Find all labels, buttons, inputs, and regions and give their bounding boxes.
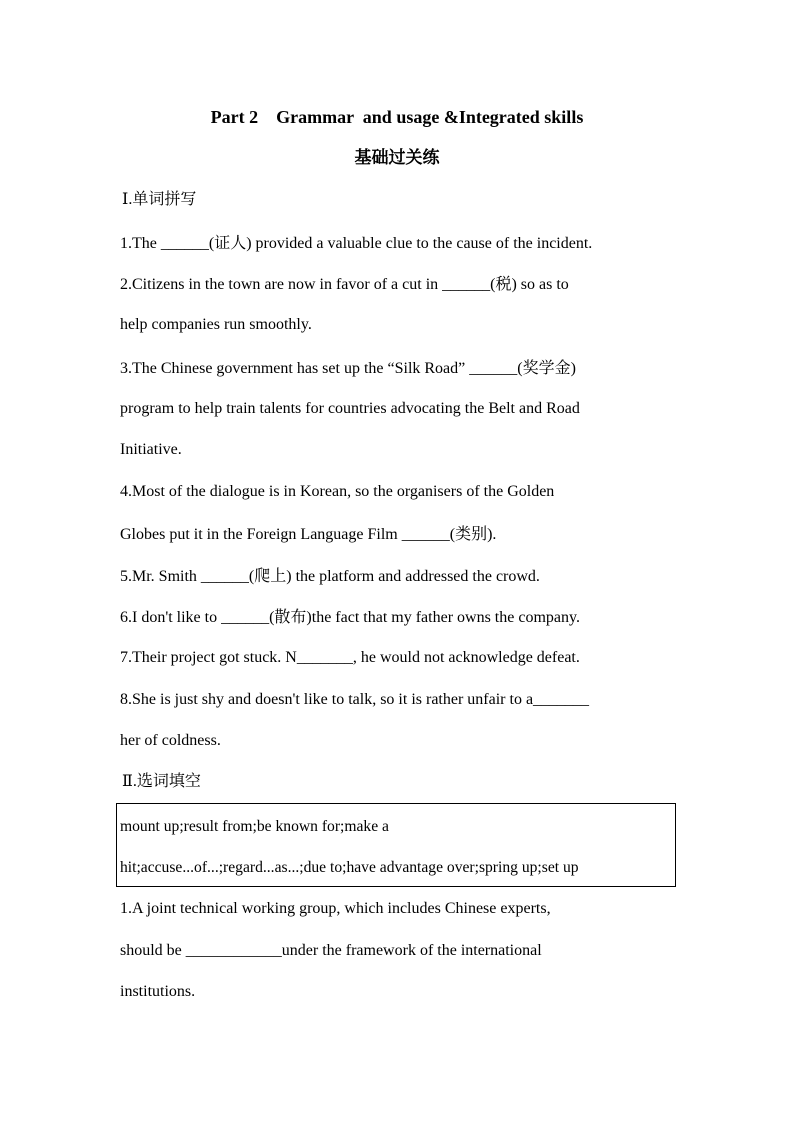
question-line: institutions. xyxy=(120,983,196,1000)
section-1-heading: Ⅰ.单词拼写 xyxy=(122,191,197,208)
question-line: 8.She is just shy and doesn't like to talk, so it is rather unfair to a_______ xyxy=(120,691,590,708)
question-line: Initiative. xyxy=(120,441,182,458)
question-line: 4.Most of the dialogue is in Korean, so the organisers of the Golden xyxy=(120,483,555,500)
question-line: Globes put it in the Foreign Language Film ______(类别). xyxy=(120,526,497,543)
question-line: should be ____________under the framework of the international xyxy=(120,942,542,959)
word-bank-line: mount up;result from;be known for;make a xyxy=(120,818,389,835)
section-2-heading: Ⅱ.选词填空 xyxy=(122,773,201,790)
word-bank-box xyxy=(116,803,676,887)
question-line: 7.Their project got stuck. N_______, he would not acknowledge defeat. xyxy=(120,649,580,666)
word-bank-line: hit;accuse...of...;regard...as...;due to;have advantage over;spring up;set up xyxy=(120,859,579,876)
question-line: help companies run smoothly. xyxy=(120,316,312,333)
question-line: 2.Citizens in the town are now in favor of a cut in ______(税) so as to xyxy=(120,276,569,293)
question-line: program to help train talents for countries advocating the Belt and Road xyxy=(120,400,580,417)
question-line: 1.A joint technical working group, which includes Chinese experts, xyxy=(120,900,551,917)
question-line: 6.I don't like to ______(散布)the fact that my father owns the company. xyxy=(120,609,580,626)
question-line: 5.Mr. Smith ______(爬上) the platform and addressed the crowd. xyxy=(120,568,540,585)
page-title: Part 2 Grammar and usage &Integrated skills xyxy=(210,107,584,127)
page-subtitle: 基础过关练 xyxy=(354,148,440,167)
question-line: her of coldness. xyxy=(120,732,221,749)
question-line: 1.The ______(证人) provided a valuable clue to the cause of the incident. xyxy=(120,235,593,252)
question-line: 3.The Chinese government has set up the “Silk Road” ______(奖学金) xyxy=(120,360,576,377)
